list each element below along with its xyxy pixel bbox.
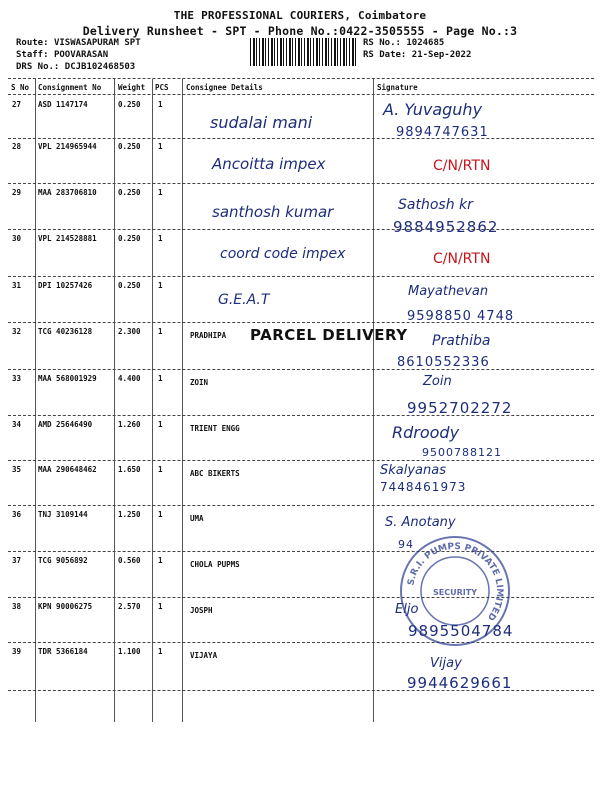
row-consignment-no: MAA 568001929: [38, 374, 97, 383]
table-top-rule: [8, 78, 594, 79]
row-sno: 35: [12, 465, 22, 474]
staff-label: Staff:: [16, 50, 49, 60]
row-sno: 27: [12, 100, 22, 109]
handwritten-phone: 9952702272: [407, 399, 513, 417]
handwritten-phone: 9500788121: [422, 446, 502, 459]
row-divider: [8, 276, 594, 277]
seal-text: S.R.I. PUMPS PRIVATE LIMITED: [406, 541, 505, 623]
handwritten-consignee: G.E.A.T: [218, 292, 270, 308]
row-sno: 37: [12, 556, 22, 565]
rs-no-row: [363, 38, 444, 48]
route-value: VISWASAPURAM SPT: [53, 38, 141, 48]
row-consignment-no: MAA 290648462: [38, 465, 97, 474]
handwritten-phone: 9944629661: [407, 674, 513, 692]
handwritten-signature: Rdroody: [392, 423, 460, 442]
row-divider: [8, 505, 594, 506]
row-weight: 1.250: [118, 510, 141, 519]
row-consignee: PRADHIPA: [190, 331, 227, 340]
row-pcs: 1: [158, 647, 163, 656]
header-weight: Weight: [118, 83, 146, 92]
row-pcs: 1: [158, 510, 163, 519]
row-pcs: 1: [158, 602, 163, 611]
handwritten-consignee: Ancoitta impex: [212, 155, 326, 173]
header-sno: S No: [11, 83, 30, 92]
row-pcs: 1: [158, 420, 163, 429]
handwritten-phone: 9884952862: [393, 218, 499, 236]
row-divider: [8, 322, 594, 323]
rs-no-value: 1024685: [406, 38, 445, 48]
company-title: THE PROFESSIONAL COURIERS, Coimbatore: [173, 9, 427, 22]
handwritten-phone: 94: [398, 538, 414, 551]
handwritten-consignee: sudalai mani: [210, 113, 313, 132]
header-consignee: Consignee Details: [186, 83, 263, 92]
row-consignee: ABC BIKERTS: [190, 469, 240, 478]
row-pcs: 1: [158, 374, 163, 383]
row-sno: 29: [12, 188, 22, 197]
row-divider: [8, 415, 594, 416]
route-row: [16, 38, 141, 48]
row-pcs: 1: [158, 100, 163, 109]
handwritten-phone: 8610552336: [397, 355, 490, 370]
parcel-delivery-stamp: PARCEL DELIVERY: [250, 326, 408, 344]
staff-row: [16, 50, 108, 60]
row-sno: 38: [12, 602, 22, 611]
row-sno: 39: [12, 647, 22, 656]
handwritten-phone: 7448461973: [380, 480, 467, 494]
row-consignee: ZOIN: [190, 378, 209, 387]
row-divider: [8, 229, 594, 230]
column-divider: [182, 79, 183, 722]
rs-date-value: 21-Sep-2022: [411, 50, 472, 60]
row-consignment-no: DPI 10257426: [38, 281, 93, 290]
row-pcs: 1: [158, 234, 163, 243]
row-sno: 28: [12, 142, 22, 151]
row-sno: 33: [12, 374, 22, 383]
row-weight: 1.100: [118, 647, 141, 656]
row-sno: 32: [12, 327, 22, 336]
handwritten-signature: S. Anotany: [385, 515, 456, 530]
row-weight: 1.260: [118, 420, 141, 429]
handwritten-consignee: coord code impex: [220, 246, 346, 262]
row-consignment-no: TDR 5366184: [38, 647, 88, 656]
row-weight: 0.250: [118, 188, 141, 197]
row-weight: 0.250: [118, 142, 141, 151]
row-sno: 36: [12, 510, 22, 519]
row-pcs: 1: [158, 188, 163, 197]
row-weight: 1.650: [118, 465, 141, 474]
rs-date-label: RS Date:: [363, 50, 407, 60]
returned-mark: C/N/RTN: [433, 251, 491, 267]
seal-center-text: SECURITY: [433, 588, 477, 597]
row-divider: [8, 369, 594, 370]
header-consignment: Consignment No: [38, 83, 102, 92]
row-divider: [8, 183, 594, 184]
barcode: [250, 38, 356, 66]
header-signature: Signature: [377, 83, 418, 92]
svg-text:S.R.I. PUMPS PRIVATE LIMITED: [406, 542, 504, 622]
row-consignment-no: VPL 214528881: [38, 234, 97, 243]
row-pcs: 1: [158, 556, 163, 565]
header-pcs: PCS: [155, 83, 169, 92]
row-consignment-no: MAA 283706810: [38, 188, 97, 197]
drs-value: DCJB102468503: [64, 62, 136, 72]
row-pcs: 1: [158, 465, 163, 474]
handwritten-signature: Eljo: [395, 602, 419, 617]
column-divider: [114, 79, 115, 722]
row-consignee: UMA: [190, 514, 204, 523]
row-consignee: VIJAYA: [190, 651, 218, 660]
row-divider: [8, 460, 594, 461]
row-sno: 34: [12, 420, 22, 429]
drs-row: [16, 62, 135, 72]
handwritten-phone: 9894747631: [396, 125, 489, 140]
handwritten-signature: Zoin: [423, 374, 452, 389]
column-divider: [373, 79, 374, 722]
column-divider: [35, 79, 36, 722]
returned-mark: C/N/RTN: [433, 158, 491, 174]
row-sno: 30: [12, 234, 22, 243]
runsheet-subtitle: Delivery Runsheet - SPT - Phone No.:0422-3505555 - Page No.:3: [82, 24, 518, 38]
row-weight: 0.250: [118, 100, 141, 109]
row-consignment-no: KPN 90006275: [38, 602, 93, 611]
handwritten-signature: Skalyanas: [380, 463, 446, 478]
row-weight: 0.250: [118, 281, 141, 290]
row-consignment-no: TCG 40236128: [38, 327, 93, 336]
route-label: Route:: [16, 38, 49, 48]
handwritten-phone: 9598850 4748: [407, 309, 515, 324]
row-consignee: CHOLA PUPMS: [190, 560, 240, 569]
row-pcs: 1: [158, 281, 163, 290]
row-consignee: TRIENT ENGG: [190, 424, 240, 433]
handwritten-phone: 9895504784: [408, 622, 514, 640]
row-weight: 0.560: [118, 556, 141, 565]
row-weight: 2.300: [118, 327, 141, 336]
row-weight: 0.250: [118, 234, 141, 243]
row-divider: [8, 138, 594, 139]
company-seal: [397, 533, 513, 649]
row-weight: 4.400: [118, 374, 141, 383]
row-weight: 2.570: [118, 602, 141, 611]
table-header-rule: [8, 94, 594, 95]
handwritten-signature: Prathiba: [432, 333, 491, 349]
rs-date-row: [363, 50, 471, 60]
row-consignment-no: AMD 25646490: [38, 420, 93, 429]
row-pcs: 1: [158, 142, 163, 151]
row-pcs: 1: [158, 327, 163, 336]
handwritten-signature: Mayathevan: [408, 284, 489, 299]
staff-value: POOVARASAN: [53, 50, 109, 60]
rs-no-label: RS No.:: [363, 38, 401, 48]
row-consignment-no: ASD 1147174: [38, 100, 88, 109]
row-consignment-no: TNJ 3109144: [38, 510, 88, 519]
row-divider: [8, 690, 594, 691]
row-sno: 31: [12, 281, 22, 290]
handwritten-signature: Vijay: [430, 656, 462, 671]
row-consignee: JOSPH: [190, 606, 213, 615]
handwritten-consignee: santhosh kumar: [212, 203, 334, 221]
column-divider: [152, 79, 153, 722]
handwritten-signature: A. Yuvaguhy: [383, 100, 483, 119]
drs-label: DRS No.:: [16, 62, 60, 72]
row-consignment-no: VPL 214965944: [38, 142, 97, 151]
handwritten-signature: Sathosh kr: [398, 197, 473, 213]
row-consignment-no: TCG 9056892: [38, 556, 88, 565]
